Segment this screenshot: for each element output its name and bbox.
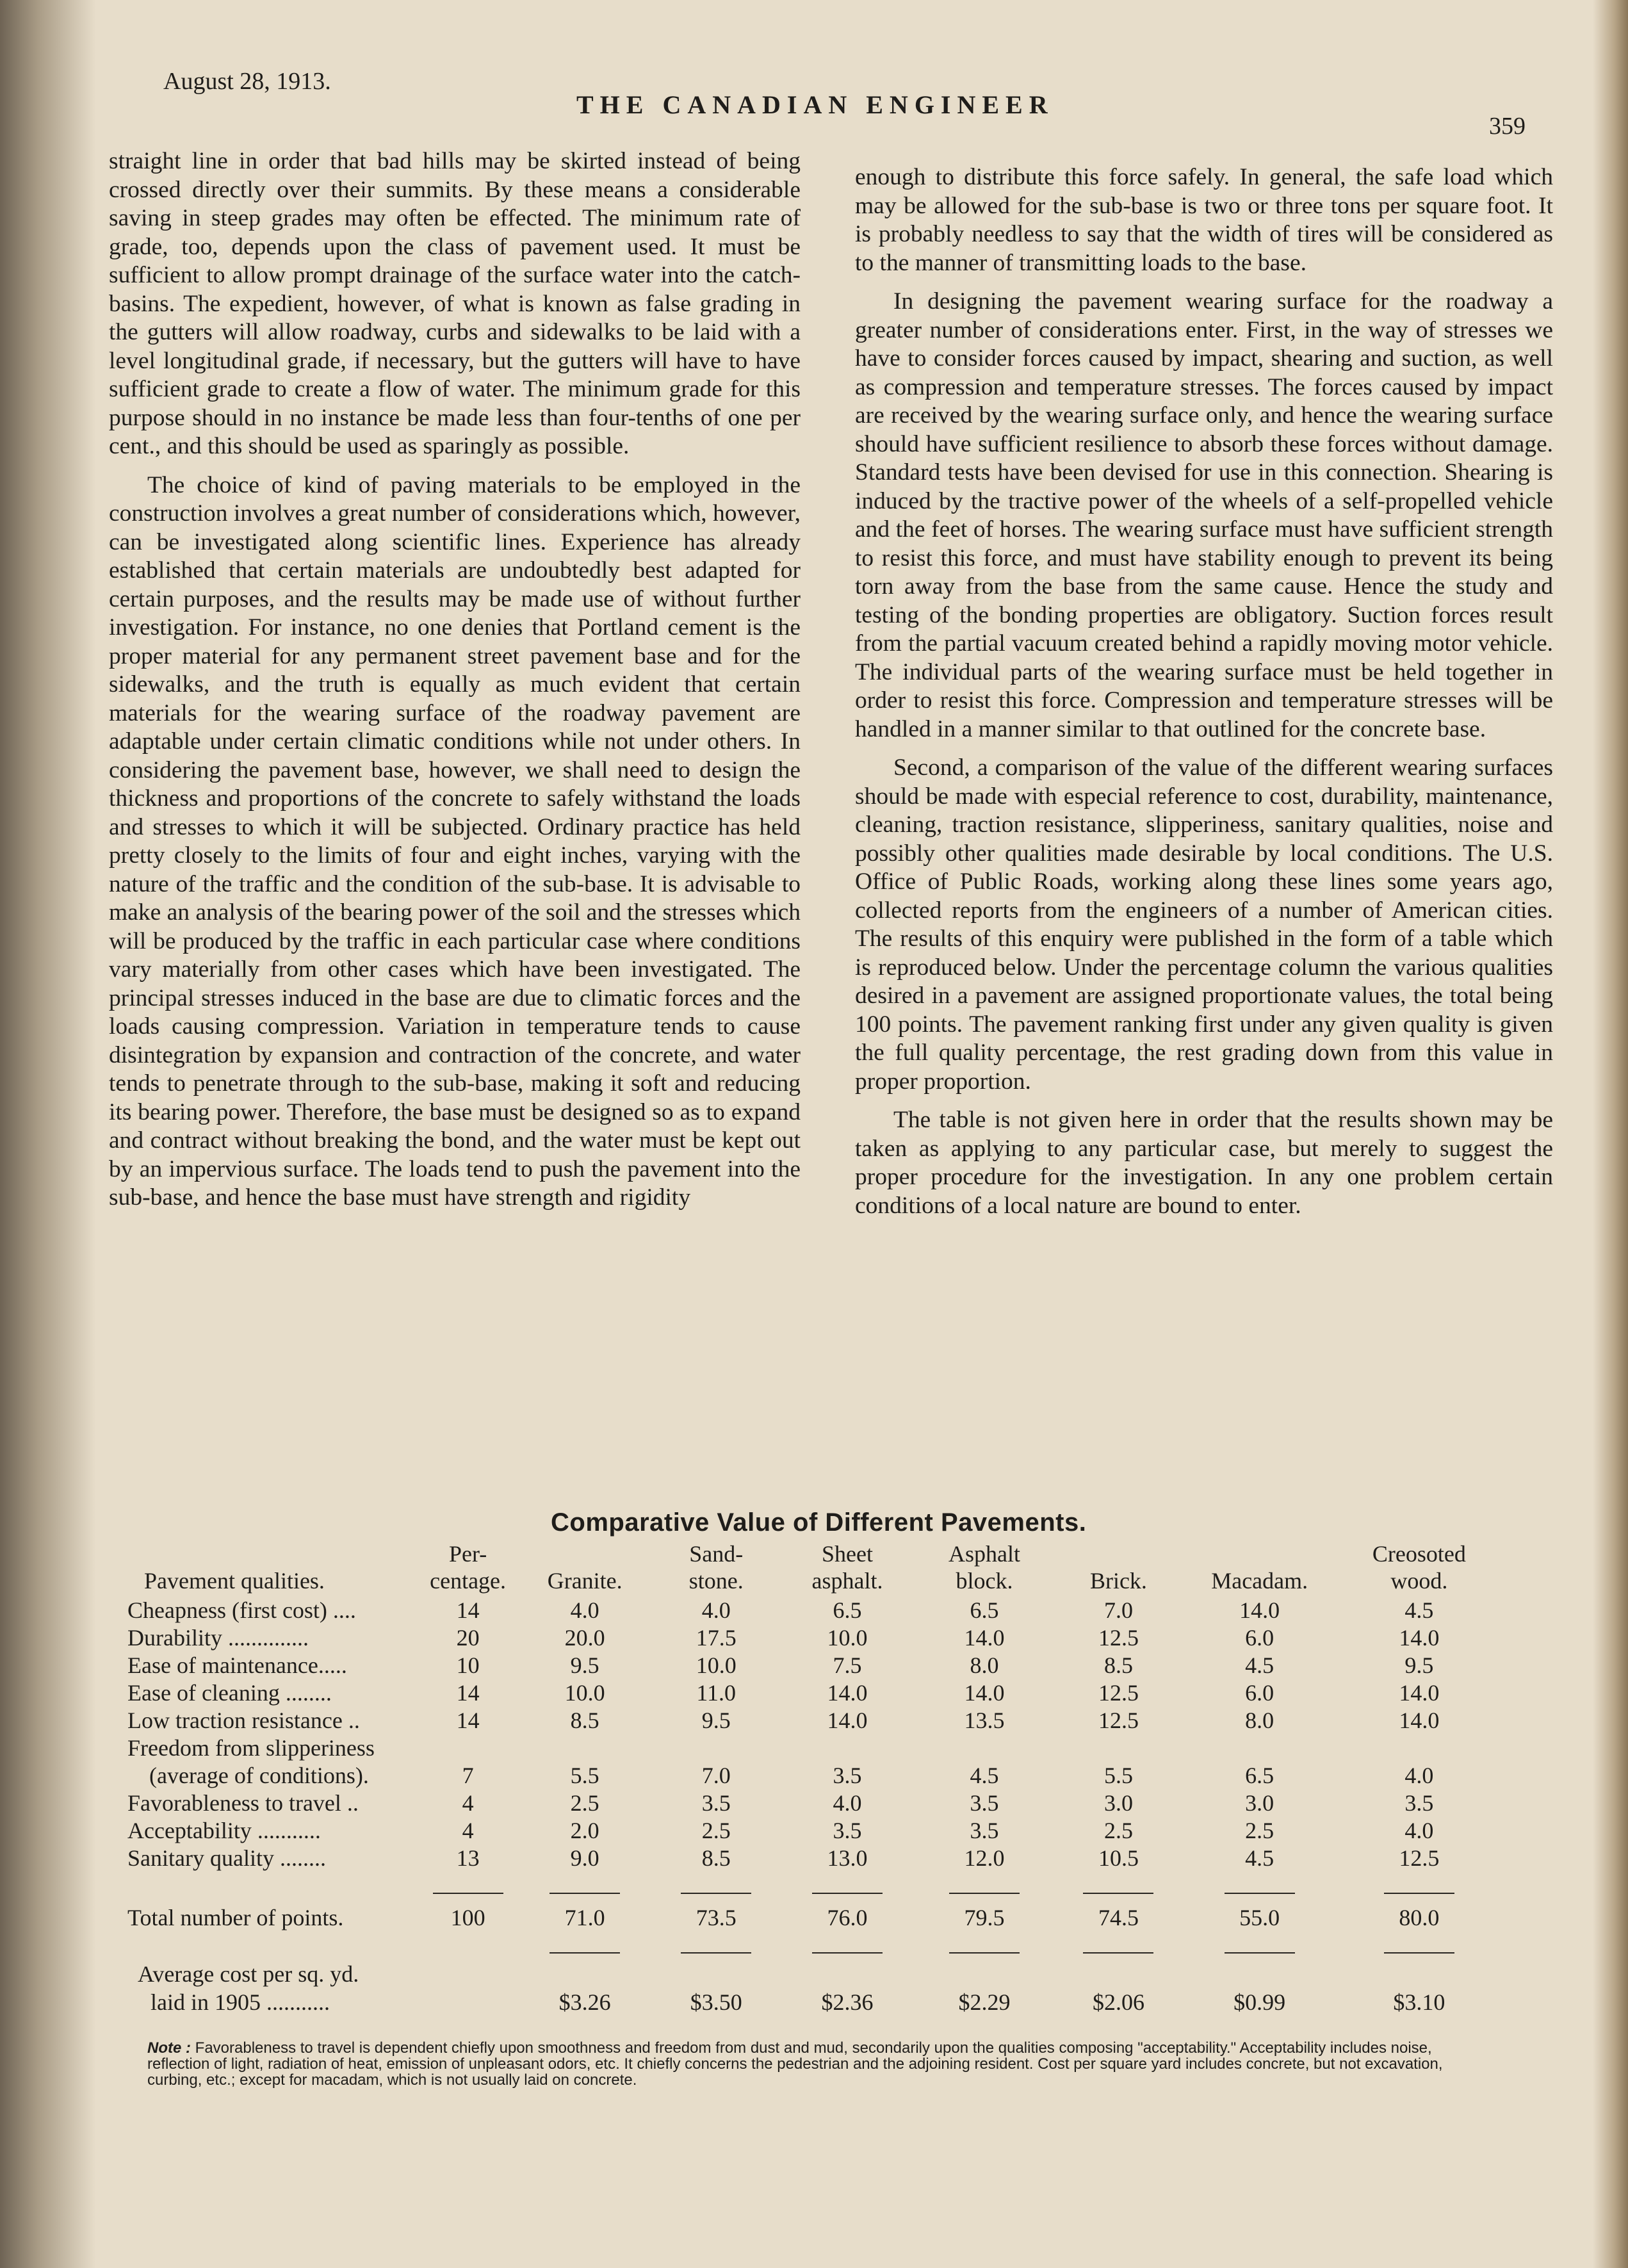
cost-row-label xyxy=(125,1960,1502,1988)
row-quality: Sanitary quality ........ xyxy=(127,1845,326,1871)
table-row xyxy=(125,1762,1502,1790)
row-quality: Cheapness (first cost) .... xyxy=(127,1597,356,1623)
row-percentage: 10 xyxy=(456,1652,480,1678)
row-value: 14.0 xyxy=(827,1708,868,1733)
row-value: 3.5 xyxy=(1404,1790,1434,1816)
row-value: 4.5 xyxy=(1245,1845,1274,1871)
row-value: 8.5 xyxy=(701,1845,731,1871)
row-value: 2.5 xyxy=(1103,1818,1133,1843)
paragraph: In designing the pavement wearing surface for the roadway a greater number of considerations enter. First, in the way of stresses we have to consider forces caused by impact, shearing and suction, as well as compression and temperature stresses. The forces caused by impact are received by the wearing surface only, and hence the wearing surface should have sufficient resilience to absorb these forces without damage. Standard tests have been devised for use in this connection. Shearing is induced by the tractive power of the wheels of a self-propelled vehicle and the feet of horses. The wearing surface must have sufficient strength to resist this force, and must have stability enough to prevent its being torn away from the base from the same cause. Hence the study and testing of the bonding properties are obligatory. Suction forces result from the partial vacuum created behind a rapidly moving motor vehicle. The individual parts of the wearing surface must be held together in order to resist this force. Compression and temperature stresses will be handled in a manner similar to that outlined for the concrete base. xyxy=(855,288,1553,742)
table-row xyxy=(125,1734,1502,1762)
row-quality: Favorableness to travel .. xyxy=(127,1790,359,1816)
row-value: 3.5 xyxy=(833,1818,862,1843)
header-percentage: Per- centage. xyxy=(430,1541,507,1594)
total-value: 79.5 xyxy=(964,1905,1005,1930)
row-value: 17.5 xyxy=(696,1625,737,1651)
row-value: 14.0 xyxy=(964,1680,1005,1706)
row-value: 5.5 xyxy=(1103,1763,1133,1788)
header-quality: Pavement qualities. xyxy=(144,1568,325,1594)
row-value: 6.5 xyxy=(833,1597,862,1623)
rule-spacer xyxy=(125,1872,418,1900)
rule-cell xyxy=(652,1932,780,1960)
row-value: 6.0 xyxy=(1245,1625,1274,1651)
rule-cell xyxy=(780,1872,914,1900)
row-value: 14.0 xyxy=(964,1625,1005,1651)
cost-row xyxy=(125,1988,1502,2016)
row-value: 4.5 xyxy=(970,1763,999,1788)
cost-value: $3.26 xyxy=(558,1989,611,2015)
row-value: 14.0 xyxy=(827,1680,868,1706)
rule-line xyxy=(1384,1952,1454,1954)
row-value: 20.0 xyxy=(564,1625,605,1651)
header-asphalt-block: Asphalt block. xyxy=(948,1541,1021,1594)
row-value: 3.5 xyxy=(701,1790,731,1816)
row-value: 14.0 xyxy=(1399,1680,1440,1706)
rule-line xyxy=(949,1893,1020,1894)
row-value: 6.5 xyxy=(970,1597,999,1623)
row-value: 14.0 xyxy=(1239,1597,1280,1623)
row-value: 13.0 xyxy=(827,1845,868,1871)
row-value: 10.5 xyxy=(1098,1845,1139,1871)
rule-line xyxy=(1083,1952,1153,1954)
row-value: 2.5 xyxy=(570,1790,599,1816)
table-row xyxy=(125,1679,1502,1707)
rule-spacer xyxy=(125,1932,418,1960)
row-value: 4.0 xyxy=(1404,1763,1434,1788)
table-header-row xyxy=(125,1540,1502,1597)
row-value: 3.0 xyxy=(1245,1790,1274,1816)
row-value: 7.0 xyxy=(701,1763,731,1788)
left-column xyxy=(109,147,801,1212)
total-value: 76.0 xyxy=(827,1905,868,1930)
cost-spacer xyxy=(418,1988,517,2016)
table-row xyxy=(125,1597,1502,1624)
row-value: 2.5 xyxy=(701,1818,731,1843)
rule-line xyxy=(949,1952,1020,1954)
header-macadam: Macadam. xyxy=(1211,1568,1308,1594)
note-label: Note : xyxy=(147,2039,191,2057)
row-value: 12.5 xyxy=(1098,1680,1139,1706)
row-percentage: 14 xyxy=(456,1680,480,1706)
rule-line xyxy=(1384,1893,1454,1894)
total-value: 71.0 xyxy=(564,1905,605,1930)
row-value: 10.0 xyxy=(564,1680,605,1706)
row-value: 12.5 xyxy=(1098,1708,1139,1733)
row-value: 4.0 xyxy=(1404,1818,1434,1843)
table-row xyxy=(125,1707,1502,1734)
paragraph: The table is not given here in order that the results shown may be taken as applying to any particular case, but merely to suggest the proper procedure for the investigation. In any one problem certain conditions of a local nature are bound to enter. xyxy=(855,1107,1553,1219)
table-title: Comparative Value of Different Pavements. xyxy=(551,1508,1087,1537)
row-value: 8.5 xyxy=(570,1708,599,1733)
rule-line xyxy=(433,1893,503,1894)
row-value: 12.0 xyxy=(964,1845,1005,1871)
row-percentage: 4 xyxy=(462,1790,474,1816)
rule-line xyxy=(1083,1893,1153,1894)
row-quality: (average of conditions). xyxy=(149,1763,369,1788)
row-percentage: 14 xyxy=(456,1708,480,1733)
row-value: 13.5 xyxy=(964,1708,1005,1733)
row-quality: Low traction resistance .. xyxy=(127,1708,360,1733)
row-percentage: 4 xyxy=(462,1818,474,1843)
row-value: 4.0 xyxy=(570,1597,599,1623)
row-value: 5.5 xyxy=(570,1763,599,1788)
total-value: 80.0 xyxy=(1399,1905,1440,1930)
row-value: 12.5 xyxy=(1399,1845,1440,1871)
total-value: 74.5 xyxy=(1098,1905,1139,1930)
row-percentage xyxy=(418,1734,517,1762)
paragraph: enough to distribute this force safely. In general, the safe load which may be allowed for the sub-base is two or three tons per square foot. It is probably needless to say that the width of tires will be considered as to the manner of transmitting loads to the base. xyxy=(855,164,1553,276)
rule-cell xyxy=(915,1932,1055,1960)
rule-cell xyxy=(1054,1932,1182,1960)
row-percentage: 7 xyxy=(462,1763,474,1788)
rule-line xyxy=(1225,1952,1295,1954)
cost-value: $2.06 xyxy=(1092,1989,1144,2015)
table-row xyxy=(125,1652,1502,1679)
row-value: 3.5 xyxy=(970,1790,999,1816)
table-note xyxy=(147,2040,1454,2088)
row-value: 3.5 xyxy=(970,1818,999,1843)
right-column xyxy=(855,163,1553,1220)
row-value xyxy=(915,1734,1055,1762)
cost-label-line2: laid in 1905 ........... xyxy=(151,1989,330,2015)
rule-row xyxy=(125,1932,1502,1960)
row-value xyxy=(652,1734,780,1762)
rule-line xyxy=(681,1952,751,1954)
table-row xyxy=(125,1817,1502,1845)
total-percentage: 100 xyxy=(450,1905,485,1930)
page-edge xyxy=(1593,0,1628,2268)
header-sheet-asphalt: Sheet asphalt. xyxy=(811,1541,883,1594)
rule-line xyxy=(812,1952,883,1954)
rule-line xyxy=(812,1893,883,1894)
rule-line xyxy=(1225,1893,1295,1894)
table-row xyxy=(125,1845,1502,1872)
row-value: 7.0 xyxy=(1103,1597,1133,1623)
note-text: Favorableness to travel is dependent chiefly upon smoothness and freedom from dust and mud, secondarily upon the qualities composing "acceptability." Acceptability includes noise, reflection of light, radiation of heat, emission of unpleasant odors, etc. It chiefly concerns the pedestrian and the adjoining resident. Cost per square yard includes concrete, but not excavation, curbing, etc.; except for macadam, which is not usually laid on concrete. xyxy=(147,2039,1443,2089)
page-number: 359 xyxy=(1489,113,1526,140)
row-quality: Ease of maintenance..... xyxy=(127,1652,347,1678)
row-value: 2.0 xyxy=(570,1818,599,1843)
row-value xyxy=(1183,1734,1337,1762)
row-value: 4.5 xyxy=(1404,1597,1434,1623)
rule-line xyxy=(549,1952,620,1954)
total-row xyxy=(125,1900,1502,1932)
total-value: 55.0 xyxy=(1239,1905,1280,1930)
row-value xyxy=(1337,1734,1502,1762)
rule-cell xyxy=(915,1872,1055,1900)
rule-cell xyxy=(1183,1932,1337,1960)
rule-cell xyxy=(517,1872,652,1900)
rule-line xyxy=(549,1893,620,1894)
rule-line xyxy=(681,1893,751,1894)
row-percentage: 14 xyxy=(456,1597,480,1623)
rule-cell xyxy=(780,1932,914,1960)
row-value: 12.5 xyxy=(1098,1625,1139,1651)
row-value: 3.5 xyxy=(833,1763,862,1788)
cost-value: $2.29 xyxy=(958,1989,1011,2015)
table-row xyxy=(125,1790,1502,1817)
row-value: 7.5 xyxy=(833,1652,862,1678)
row-value: 8.5 xyxy=(1103,1652,1133,1678)
rule-cell xyxy=(1337,1932,1502,1960)
row-quality: Acceptability ........... xyxy=(127,1818,321,1843)
total-label: Total number of points. xyxy=(127,1905,344,1930)
header-brick: Brick. xyxy=(1089,1568,1147,1594)
header-granite: Granite. xyxy=(547,1568,623,1594)
table-row xyxy=(125,1624,1502,1652)
header-date: August 28, 1913. xyxy=(163,68,331,95)
cost-value: $2.36 xyxy=(821,1989,874,2015)
journal-title: THE CANADIAN ENGINEER xyxy=(576,90,1054,119)
row-value: 14.0 xyxy=(1399,1708,1440,1733)
paragraph: The choice of kind of paving materials to be employed in the construction involves a great number of considerations which, however, can be investigated along scientific lines. Experience has already established that certain materials are undoubtedly best adapted for certain purposes, and the results may be made use of without further investigation. For instance, no one denies that Portland cement is the proper material for any permanent street pavement base and for the sidewalks, and the truth is equally as much evident that certain materials for the wearing surface of the roadway pavement are adaptable under certain climatic conditions while not under others. In considering the pavement base, however, we shall need to design the thickness and proportions of the concrete to safely withstand the loads and stresses to which it will be subjected. Ordinary practice has held pretty closely to the limits of four and eight inches, varying with the nature of the traffic and the condition of the sub-base. It is advisable to make an analysis of the bearing power of the soil and the stresses which will be produced by the traffic in each particular case where conditions vary materially from other cases which have been investigated. The principal stresses induced in the base are due to climatic forces and the loads causing compression. Variation in temperature tends to cause disintegration by expansion and contraction of the concrete, and water tends to penetrate through to the sub-base, making it soft and reducing its bearing power. Therefore, the base must be designed so as to expand and contract without breaking the bond, and the water must be kept out by an impervious surface. The loads tend to push the pavement into the sub-base, and hence the base must have strength and rigidity xyxy=(109,471,801,1211)
paragraph: Second, a comparison of the value of the different wearing surfaces should be made with especial reference to cost, durability, maintenance, cleaning, traction resistance, slipperiness, sanitary qualities, noise and possibly other qualities made desirable by local conditions. The U.S. Office of Public Roads, working along these lines some years ago, collected reports from the engineers of a number of American cities. The results of this enquiry were published in the form of a table which is reproduced below. Under the percentage column the various qualities desired in a pavement are assigned proportionate values, the total being 100 points. The pavement ranking first under any given quality is given the full quality percentage, the rest grading down from this value in proper proportion. xyxy=(855,755,1553,1095)
row-quality: Ease of cleaning ........ xyxy=(127,1680,332,1706)
rule-cell xyxy=(652,1872,780,1900)
total-value: 73.5 xyxy=(696,1905,737,1930)
row-value: 11.0 xyxy=(696,1680,737,1706)
rule-cell xyxy=(517,1932,652,1960)
header-sandstone: Sand- stone. xyxy=(688,1541,744,1594)
row-value: 4.0 xyxy=(701,1597,731,1623)
row-value: 10.0 xyxy=(696,1652,737,1678)
rule-row xyxy=(125,1872,1502,1900)
cost-value: $0.99 xyxy=(1233,1989,1286,2015)
row-value: 9.5 xyxy=(701,1708,731,1733)
paragraph: straight line in order that bad hills may be skirted instead of being crossed directly over their summits. By these means a considerable saving in steep grades may often be effected. The minimum rate of grade, too, depends upon the class of pavement used. It must be sufficient to allow prompt drainage of the surface water into the catch-basins. The expedient, however, of what is known as false grading in the gutters will allow roadway, curbs and sidewalks to be laid with a level longitudinal grade, if necessary, but the gutters will have to have sufficient grade to create a flow of water. The minimum grade for this purpose should in no instance be made less than four-tenths of one per cent., and this should be used as sparingly as possible. xyxy=(109,148,801,459)
row-value xyxy=(517,1734,652,1762)
row-value: 8.0 xyxy=(970,1652,999,1678)
row-value: 2.5 xyxy=(1245,1818,1274,1843)
cost-label-line1: Average cost per sq. yd. xyxy=(138,1961,359,1987)
row-value: 4.5 xyxy=(1245,1652,1274,1678)
row-value: 6.5 xyxy=(1245,1763,1274,1788)
row-value: 4.0 xyxy=(833,1790,862,1816)
row-percentage: 20 xyxy=(456,1625,480,1651)
row-value: 8.0 xyxy=(1245,1708,1274,1733)
rule-cell xyxy=(418,1872,517,1900)
rule-spacer xyxy=(418,1932,517,1960)
row-value: 10.0 xyxy=(827,1625,868,1651)
row-value xyxy=(1054,1734,1182,1762)
rule-cell xyxy=(1183,1872,1337,1900)
row-value: 9.0 xyxy=(570,1845,599,1871)
cost-value: $3.50 xyxy=(690,1989,742,2015)
row-value: 9.5 xyxy=(570,1652,599,1678)
comparison-table xyxy=(125,1540,1502,2016)
row-value xyxy=(780,1734,914,1762)
row-percentage: 13 xyxy=(456,1845,480,1871)
row-value: 6.0 xyxy=(1245,1680,1274,1706)
row-quality: Durability .............. xyxy=(127,1625,309,1651)
header-creosoted-wood: Creosoted wood. xyxy=(1372,1541,1466,1594)
rule-cell xyxy=(1337,1872,1502,1900)
rule-cell xyxy=(1054,1872,1182,1900)
row-quality: Freedom from slipperiness xyxy=(127,1735,375,1761)
row-value: 14.0 xyxy=(1399,1625,1440,1651)
row-value: 3.0 xyxy=(1103,1790,1133,1816)
row-value: 9.5 xyxy=(1404,1652,1434,1678)
cost-value: $3.10 xyxy=(1393,1989,1445,2015)
binding-shadow xyxy=(0,0,96,2268)
